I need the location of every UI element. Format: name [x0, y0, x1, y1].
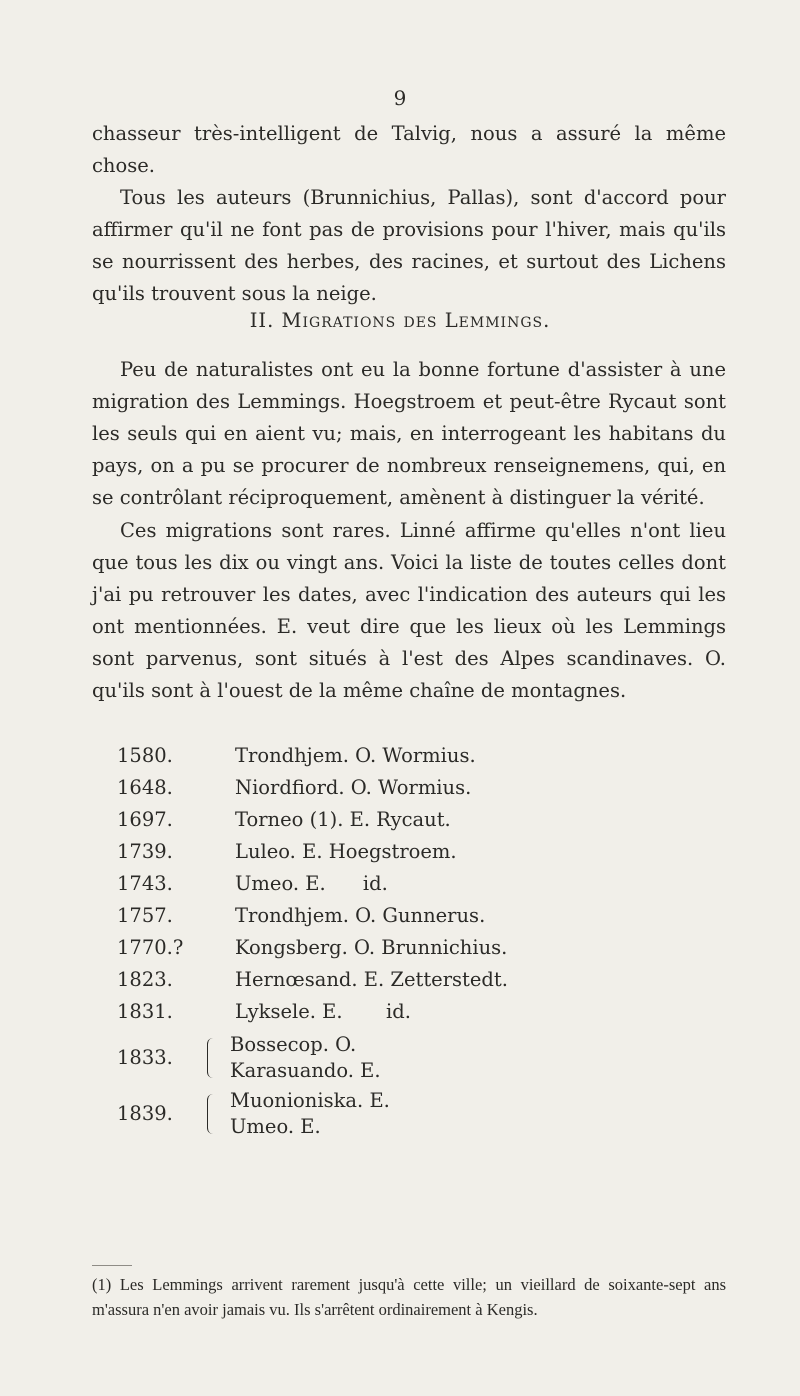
migration-year: 1757. [117, 904, 173, 927]
paragraph-continuation: chasseur très-intelligent de Talvig, nous a assuré la même chose. [92, 122, 726, 177]
migration-year: 1833. [117, 1046, 173, 1069]
migration-intro [92, 354, 726, 514]
migration-year: 1770.? [117, 936, 184, 959]
migration-place: Bossecop. O. [230, 1033, 357, 1056]
migration-place: Luleo. E. Hoegstroem. [235, 840, 457, 863]
migration-row [117, 964, 508, 996]
migration-place: Karasuando. E. [230, 1059, 381, 1082]
paragraph-frequency: Ces migrations sont rares. Linné affirme qu'elles n'ont lieu que tous les dix ou vingt ans. Voici la liste de toutes celles dont j'ai pu retrouver les dates, avec l'indication des auteurs qui les ont mentionnées. E. veut dire que les lieux où les Lemmings sont parvenus, sont situés à l'est des Alpes scandinaves. O. qu'ils sont à l'ouest de la même chaîne de montagnes. [92, 519, 726, 702]
paragraph-diet: Tous les auteurs (Brunnichius, Pallas), sont d'accord pour affirmer qu'il ne font pas de provisions pour l'hiver, mais qu'ils se nourrissent des herbes, des racines, et surtout des Lichens qu'ils trouvent sous la neige. [92, 186, 726, 305]
migration-row [117, 996, 508, 1028]
migration-group-places [230, 1088, 390, 1140]
opening-paragraphs [92, 118, 726, 310]
migration-year: 1839. [117, 1102, 173, 1125]
footnote-divider [92, 1265, 132, 1266]
section-title: Migrations des Lemmings. [281, 309, 551, 332]
footnote [92, 1272, 726, 1322]
migration-year: 1648. [117, 776, 173, 799]
migration-group [117, 1088, 508, 1140]
migration-year: 1743. [117, 872, 173, 895]
footnote-text: (1) Les Lemmings arrivent rarement jusqu'à cette ville; un vieillard de soixante-sept ans m'assura n'en avoir jamais vu. Ils s'arrêtent ordinairement à Kengis. [92, 1275, 726, 1319]
migration-row [117, 932, 508, 964]
migration-row [117, 772, 508, 804]
migration-row [117, 900, 508, 932]
migration-place: Umeo. E. id. [235, 872, 388, 895]
brace-mark [207, 1094, 222, 1134]
migration-place: Torneo (1). E. Rycaut. [235, 808, 451, 831]
migration-year: 1823. [117, 968, 173, 991]
migration-row [117, 836, 508, 868]
migration-group [117, 1032, 508, 1084]
migration-row [117, 868, 508, 900]
migration-year: 1831. [117, 1000, 173, 1023]
migration-place: Trondhjem. O. Wormius. [235, 744, 476, 767]
migration-year: 1580. [117, 744, 173, 767]
migration-place: Lyksele. E. id. [235, 1000, 411, 1023]
migration-place: Hernœsand. E. Zetterstedt. [235, 968, 508, 991]
section-heading [0, 309, 800, 332]
page-number: 9 [393, 86, 407, 110]
migration-place: Muonioniska. E. [230, 1089, 390, 1112]
migration-group-places [230, 1032, 381, 1084]
migration-place: Niordfiord. O. Wormius. [235, 776, 472, 799]
migration-list [117, 740, 508, 1140]
migration-row [117, 804, 508, 836]
brace-mark [207, 1038, 222, 1078]
migration-frequency [92, 515, 726, 707]
migration-row [117, 740, 508, 772]
migration-year: 1697. [117, 808, 173, 831]
migration-place: Trondhjem. O. Gunnerus. [235, 904, 486, 927]
paragraph-witnesses: Peu de naturalistes ont eu la bonne fortune d'assister à une migration des Lemmings. Hoegstroem et peut-être Rycaut sont les seuls qui en aient vu; mais, en interrogeant les habitans du pays, on a pu se procurer de nombreux renseignemens, qui, en se contrôlant réciproquement, amènent à distinguer la vérité. [92, 358, 726, 509]
migration-place: Umeo. E. [230, 1115, 321, 1138]
migration-place: Kongsberg. O. Brunnichius. [235, 936, 508, 959]
section-numeral: II. [249, 309, 275, 332]
migration-year: 1739. [117, 840, 173, 863]
